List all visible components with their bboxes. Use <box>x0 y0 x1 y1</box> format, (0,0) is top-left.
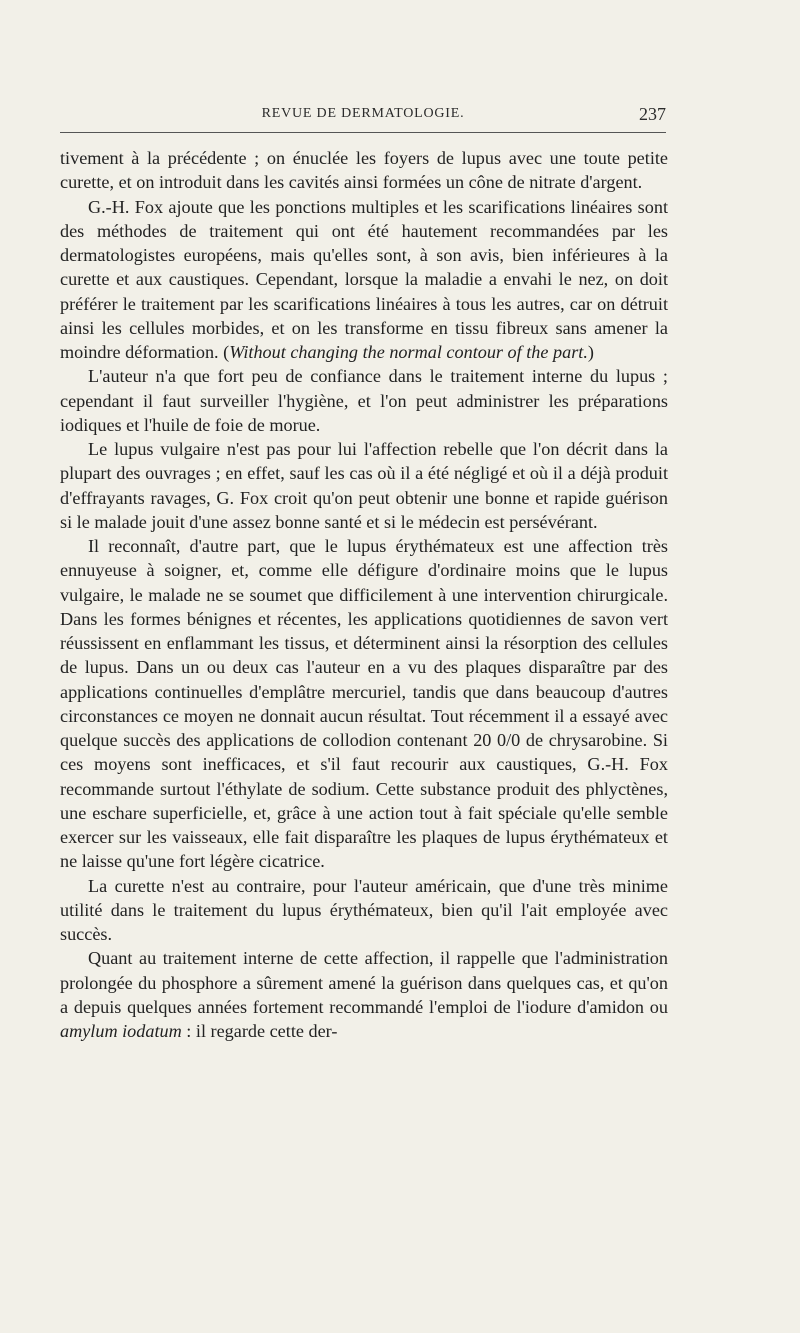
paragraph-text: Quant au traitement interne de cette affection, il rappelle que l'administration prolongée du phosphore a sûrement amené la guérison dans quelques cas, et qu'on a depuis quelques années fortement recommandé l'emploi de l'iodure d'amidon ou <box>60 948 668 1017</box>
paragraph-text: La curette n'est au contraire, pour l'auteur américain, que d'une très minime utilité dans le traitement du lupus érythémateux, bien qu'il l'ait employée avec succès. <box>60 875 668 944</box>
page-number: 237 <box>639 104 666 124</box>
paragraph-continuation <box>60 146 668 195</box>
paragraph-text: Il reconnaît, d'autre part, que le lupus érythémateux est une affection très ennuyeuse à soigner, et, comme elle défigure d'ordinaire moins que le lupus vulgaire, le malade ne se soumet que difficilement à une intervention chirurgicale. Dans les formes bénignes et récentes, les applications quotidiennes de savon vert réussissent en enflammant les tissus, et déterminent ainsi la résorption des cellules de lupus. Dans un ou deux cas l'auteur en a vu des plaques disparaître par des applications continuelles d'emplâtre mercuriel, tandis que dans beaucoup d'autres circonstances ce moyen ne donnait aucun résultat. Tout récemment il a essayé avec quelque succès des applications de collodion contenant 20 0/0 de chrysarobine. Si ces moyens sont inefficaces, et s'il faut recourir aux caustiques, G.-H. Fox recommande surtout l'éthylate de sodium. Cette substance produit des phlyctènes, une eschare superficielle, et, grâce à une action tout à fait spéciale qu'elle semble exercer sur les vaisseaux, elle fait disparaître les plaques de lupus érythémateux et ne laisse qu'une fort légère cicatrice. <box>60 536 668 872</box>
paragraph-text-tail: ) <box>587 342 594 362</box>
page-header <box>60 104 666 128</box>
running-head: REVUE DE DERMATOLOGIE. <box>261 106 465 121</box>
article-body <box>60 146 668 1043</box>
paragraph-fox-scarifications <box>60 195 668 365</box>
paragraph-text: tivement à la précédente ; on énuclée les foyers de lupus avec une toute petite curette, et on introduit dans les cavités ainsi formées un cône de nitrate d'argent. <box>60 148 668 193</box>
latin-term: amylum iodatum <box>60 1021 182 1041</box>
paragraph-text: G.-H. Fox ajoute que les ponctions multiples et les scarifications linéaires sont des méthodes de traitement qui ont été hautement recommandées par les dermatologistes européens, mais qu'elles sont, à son avis, bien inférieures à la curette et aux caustiques. Cependant, lorsque la maladie a envahi le nez, on doit préférer le traitement par les scarifications linéaires à tous les autres, car on détruit ainsi les cellules morbides, et on les transforme en tissu fibreux sans amener la moindre déformation. ( <box>60 196 668 362</box>
paragraph-internal-treatment <box>60 364 668 437</box>
paragraph-lupus-vulgaire <box>60 437 668 534</box>
header-rule <box>60 132 666 133</box>
paragraph-curette <box>60 874 668 947</box>
paragraph-iodure <box>60 946 668 1043</box>
paragraph-text-tail: : il regarde cette der- <box>181 1021 338 1041</box>
paragraph-text: L'auteur n'a que fort peu de confiance dans le traitement interne du lupus ; cependant il faut surveiller l'hygiène, et l'on peut administrer les préparations iodiques et l'huile de foie de morue. <box>60 366 668 435</box>
paragraph-text: Le lupus vulgaire n'est pas pour lui l'affection rebelle que l'on décrit dans la plupart des ouvrages ; en effet, sauf les cas où il a été négligé et où il a déjà produit d'effrayants ravages, G. Fox croit qu'on peut obtenir une bonne et rapide guérison si le malade jouit d'une assez bonne santé et si le médecin est persévérant. <box>60 439 668 532</box>
paragraph-lupus-erythemateux <box>60 534 668 874</box>
english-quote: Without changing the normal contour of the part. <box>229 342 588 362</box>
